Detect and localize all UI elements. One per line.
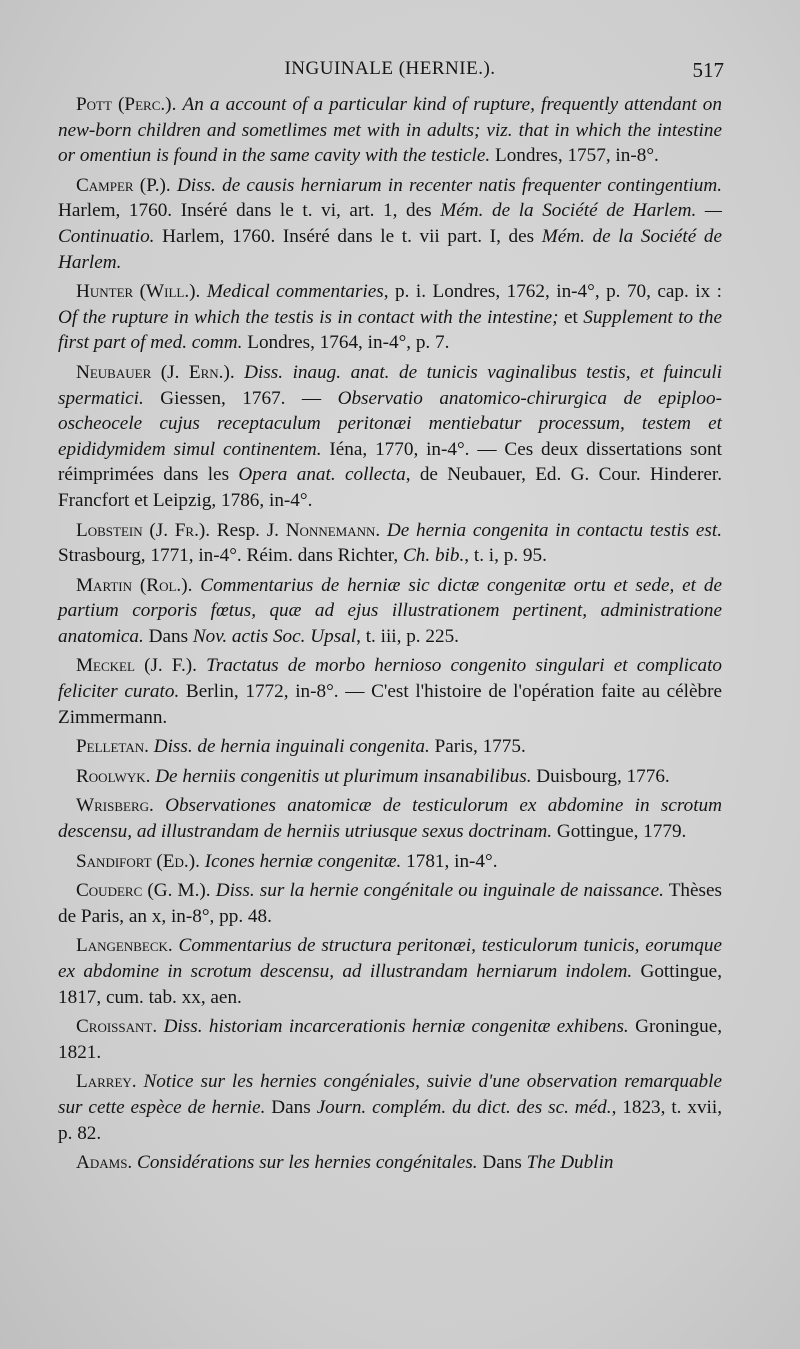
- entry-author: Lobstein (J. Fr.).: [76, 519, 217, 541]
- entry-title: Diss. de hernia inguinali congenita.: [153, 736, 430, 758]
- entry-title: Of the rupture in which the testis is in contact with the intestine;: [58, 306, 559, 328]
- entry-author: Larrey.: [76, 1071, 144, 1093]
- entry-text: , 1823, t. xvii, p. 82.: [58, 1096, 723, 1144]
- entry-title: An a account of a particular kind of rupture, frequently attendant on new-born children and sometlimes met with in adults; viz. that in which the intestine or omentiun is found in the same cavity with the testicle.: [58, 94, 722, 167]
- bibliography-entry: [58, 360, 722, 514]
- entry-title: Observationes anatomicæ de testiculorum ex abdomine in scrotum descensu, ad illustrandam de herniis utriusque sexus doctrinam.: [58, 795, 722, 843]
- entry-text: Harlem, 1760. Inséré dans le t. vi, art. 1, des: [58, 200, 441, 222]
- entry-title: Considérations sur les hernies congénitales.: [137, 1152, 478, 1174]
- entry-text: , t. i, p. 95.: [464, 545, 547, 567]
- bibliography-entry: [58, 793, 722, 844]
- bibliography-entry: [58, 279, 722, 356]
- bibliography-entry: [58, 933, 722, 1010]
- bibliography-entry: [58, 653, 722, 730]
- bibliography-entry: [58, 518, 722, 569]
- entry-title: Journ. complém. du dict. des sc. méd.: [316, 1096, 612, 1118]
- entry-text: Dans: [477, 1152, 527, 1174]
- bibliography-entry: [58, 573, 722, 650]
- entry-author: Croissant.: [76, 1016, 164, 1038]
- entry-title: Diss. inaug. anat. de tunicis vaginalibus testis, et fuinculi spermatici.: [58, 361, 722, 409]
- bibliography-entry: [58, 849, 722, 875]
- entry-title: Diss. de causis herniarum in recenter natis frequenter contingentium.: [176, 174, 722, 196]
- entry-title: Tractatus de morbo hernioso congenito singulari et complicato feliciter curato.: [58, 655, 723, 703]
- entry-title: De hernia congenita in contactu testis est.: [386, 519, 723, 541]
- entry-title: Mém. de la Société de Harlem.: [58, 225, 723, 273]
- entry-title: Opera anat. collecta: [238, 464, 406, 486]
- entry-text: Resp. J.: [216, 519, 286, 541]
- entry-text: 1781, in-4°.: [401, 850, 498, 872]
- entry-text: , p. i. Londres, 1762, in-4°, p. 70, cap. ix :: [383, 281, 722, 303]
- entry-author: Camper (P.).: [76, 174, 177, 196]
- entry-text: Duisbourg, 1776.: [531, 765, 670, 787]
- entry-text: , t. iii, p. 225.: [356, 625, 459, 647]
- entry-author: Pelletan.: [76, 736, 154, 758]
- entry-text: Harlem, 1760. Inséré dans le t. vii part. I, des: [154, 225, 542, 247]
- entry-text: Thèses de Paris, an x, in-8°, pp. 48.: [58, 880, 722, 927]
- entry-title: The Dublin: [526, 1152, 614, 1174]
- entry-text: Strasbourg, 1771, in-4°. Réim. dans Richter,: [58, 545, 403, 567]
- bibliography-entry: [58, 173, 722, 275]
- entry-title: De herniis congenitis ut plurimum insanabilibus.: [155, 765, 532, 787]
- entry-author: Roolwyk.: [76, 765, 156, 787]
- entry-text: Dans: [143, 625, 193, 647]
- bibliography-entry: [58, 92, 722, 169]
- entry-text: Gottingue, 1817, cum. tab. xx, aen.: [58, 961, 722, 1008]
- entry-title: Commentarius de herniæ sic dictæ congenitæ ortu et sede, et de partium corporis fœtus, quæ ad ejus illustrationem pertinent, administratione anatomica.: [58, 574, 723, 647]
- bibliography-list: [58, 92, 722, 1180]
- entry-text: Groningue, 1821.: [58, 1016, 723, 1063]
- bibliography-entry: [58, 1150, 722, 1176]
- entry-author: Martin (Rol.).: [76, 574, 201, 596]
- entry-text: Iéna, 1770, in-4°. — Ces deux dissertations sont réimprimées dans les: [58, 438, 722, 486]
- entry-text: et: [558, 306, 584, 328]
- entry-author: Couderc (G. M.).: [76, 880, 216, 902]
- entry-author: Sandifort (Ed.).: [76, 850, 205, 872]
- bibliography-entry: [58, 1014, 722, 1065]
- bibliography-entry: [58, 764, 722, 790]
- page-header: [56, 58, 724, 88]
- entry-title: Diss. historiam incarcerationis herniæ congenitæ exhibens.: [163, 1016, 629, 1038]
- entry-text: Paris, 1775.: [429, 736, 526, 758]
- entry-title: Diss. sur la hernie congénitale ou inguinale de naissance.: [215, 880, 664, 902]
- entry-title: Mém. de la Société de Harlem. — Continuatio.: [58, 200, 722, 247]
- entry-text: Londres, 1764, in-4°, p. 7.: [242, 332, 450, 354]
- entry-title: Ch. bib.: [402, 545, 465, 567]
- entry-text: Gottingue, 1779.: [552, 821, 687, 843]
- entry-author: Langenbeck.: [76, 935, 179, 957]
- entry-author: Meckel (J. F.).: [76, 655, 207, 677]
- entry-title: Notice sur les hernies congéniales, suivie d'une observation remarquable sur cette espèce de hernie.: [58, 1071, 723, 1118]
- bibliography-entry: [58, 734, 722, 760]
- entry-author: Neubauer (J. Ern.).: [76, 361, 245, 383]
- entry-title: Nov. actis Soc. Upsal: [192, 625, 357, 647]
- entry-text: Dans: [265, 1096, 317, 1118]
- entry-title: Observatio anatomico-chirurgica de epiploo-oscheocele cujus receptaculum peritonæi mentiebatur processum, testem et epididymidem simul continentem.: [58, 387, 722, 460]
- entry-text: , de Neubauer, Ed. G. Cour. Hinderer. Francfort et Leipzig, 1786, in-4°.: [58, 464, 722, 511]
- entry-title: Icones herniæ congenitæ.: [204, 850, 402, 872]
- page-number: 517: [692, 58, 724, 82]
- entry-text: Londres, 1757, in-8°.: [490, 145, 659, 167]
- entry-title: Supplement to the first part of med. comm.: [58, 306, 722, 354]
- entry-text: Giessen, 1767. —: [143, 387, 338, 409]
- entry-author: Pott (Perc.).: [76, 94, 183, 115]
- entry-author: Adams.: [76, 1152, 138, 1174]
- entry-title: Medical commentaries: [206, 281, 384, 303]
- entry-author: Wrisberg.: [76, 795, 166, 817]
- running-head: INGUINALE (HERNIE.).: [284, 58, 496, 79]
- bibliography-entry: [58, 878, 722, 929]
- entry-author: Hunter (Will.).: [76, 281, 207, 303]
- entry-author: Nonnemann.: [285, 519, 387, 541]
- bibliography-entry: [58, 1069, 722, 1146]
- entry-title: Commentarius de structura peritonæi, testiculorum tunicis, eorumque ex abdomine in scrotum descensu, ad illustrandam herniarum indolem.: [58, 935, 722, 982]
- entry-text: Berlin, 1772, in-8°. — C'est l'histoire de l'opération faite au célèbre Zimmermann.: [58, 681, 722, 728]
